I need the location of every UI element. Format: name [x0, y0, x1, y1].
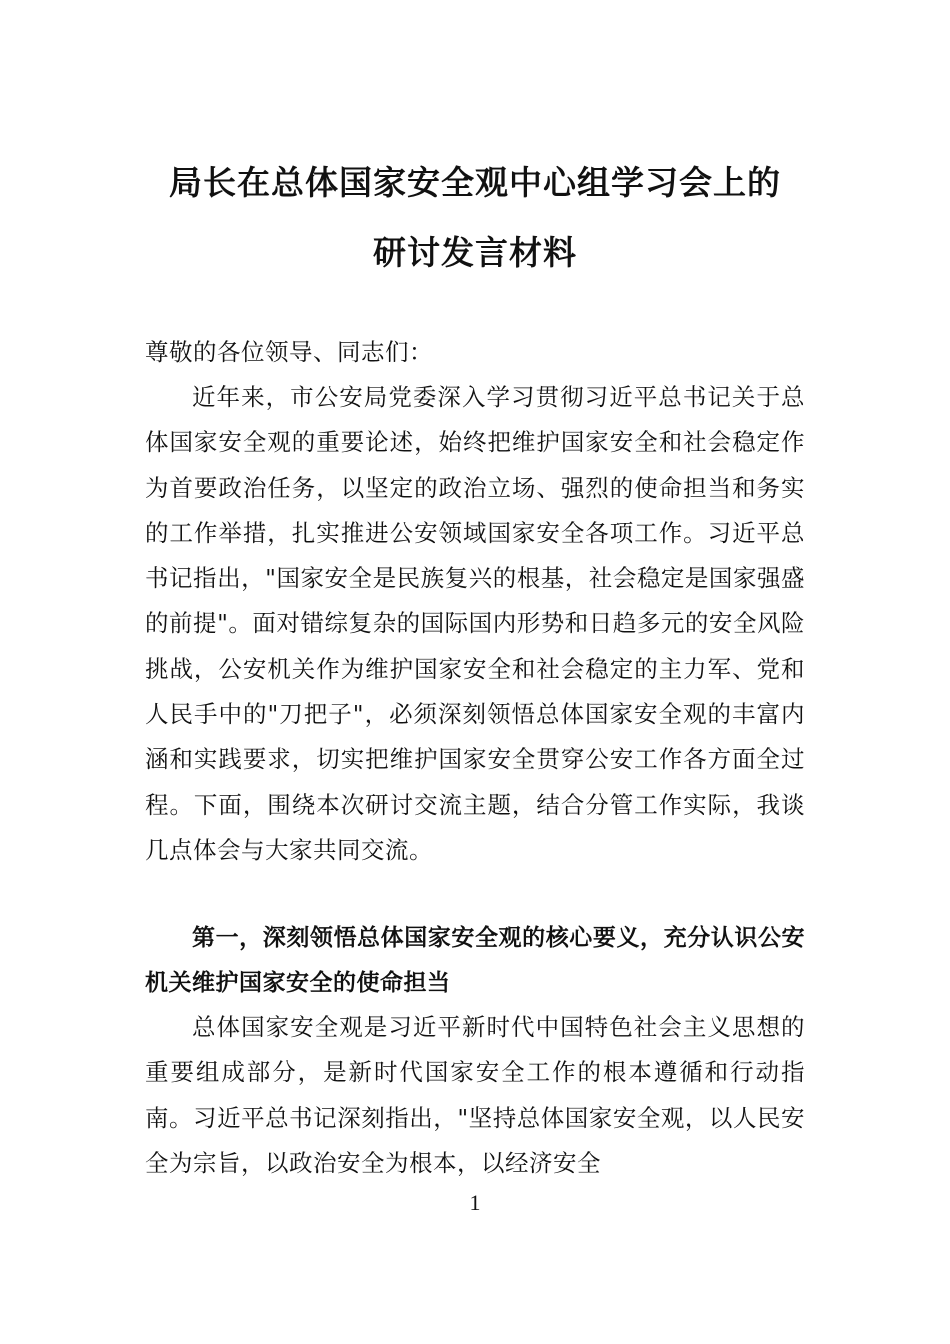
paragraph-intro: 近年来，市公安局党委深入学习贯彻习近平总书记关于总体国家安全观的重要论述，始终把维护国家安全和社会稳定作为首要政治任务，以坚定的政治立场、强烈的使命担当和务实的工作举措，扎实推进公安领域国家安全各项工作。习近平总书记指出，"国家安全是民族复兴的根基，社会稳定是国家强盛的前提"。面对错综复杂的国际国内形势和日趋多元的安全风险挑战，公安机关作为维护国家安全和社会稳定的主力军、党和人民手中的"刀把子"，必须深刻领悟总体国家安全观的丰富内涵和实践要求，切实把维护国家安全贯穿公安工作各方面全过程。下面，围绕本次研讨交流主题，结合分管工作实际，我谈几点体会与大家共同交流。	[145, 383, 805, 864]
salutation: 尊敬的各位领导、同志们：	[145, 338, 433, 366]
document-title-line-1: 局长在总体国家安全观中心组学习会上的	[169, 163, 781, 202]
page-number: 1	[469, 1190, 481, 1215]
document-title-line-2: 研讨发言材料	[373, 233, 577, 272]
paragraph-section-1: 总体国家安全观是习近平新时代中国特色社会主义思想的重要组成部分，是新时代国家安全工作的根本遵循和行动指南。习近平总书记深刻指出，"坚持总体国家安全观，以人民安全为宗旨，以政治安全为根本，以经济安全	[145, 1013, 805, 1177]
section-heading-1: 第一，深刻领悟总体国家安全观的核心要义，充分认识公安机关维护国家安全的使命担当	[145, 925, 805, 996]
